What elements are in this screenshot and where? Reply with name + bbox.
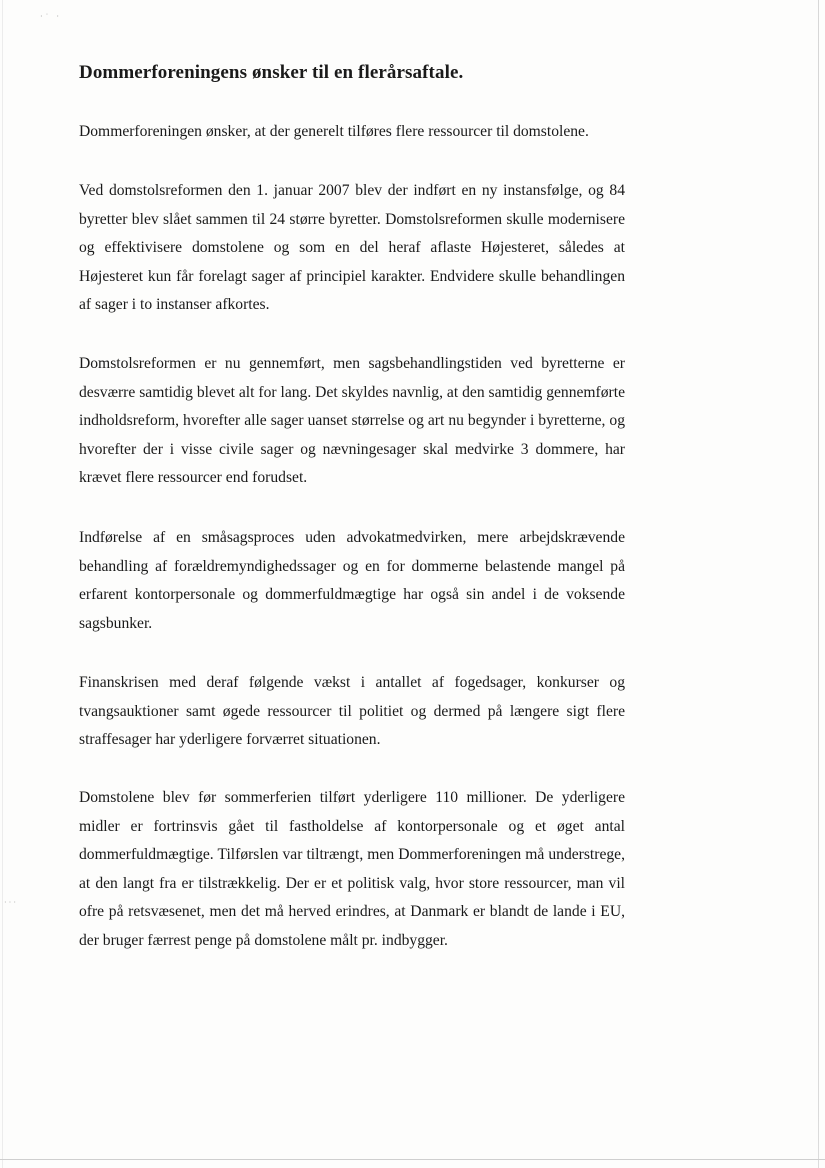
scan-edge-bottom	[0, 1159, 825, 1160]
scan-edge-left	[2, 0, 3, 1168]
paragraph-intro: Dommerforeningen ønsker, at der generelt tilføres flere ressourcer til domstolene.	[79, 123, 589, 140]
paragraph-smaasagsproces: Indførelse af en småsagsproces uden advokatmedvirken, mere arbejdskrævende behandling af forældremyndighedssager og en for dommerne belastende mangel på erfarent kontorpersonale og dommerfuldmægtige har også sin andel i de voksende sagsbunker.	[79, 529, 625, 632]
scan-edge-right	[818, 0, 819, 1168]
paragraph-bevilling: Domstolene blev før sommerferien tilført yderligere 110 millioner. De yderligere midler er fortrinsvis gået til fastholdelse af kontorpersonale og et øget antal dommerfuldmægtige. Tilførslen var tiltrængt, men Dommerforeningen må understrege, at den langt fra er tilstrækkelig. Der er et politisk valg, hvor store ressourcer, man vil ofre på retsvæsenet, men det må herved erindres, at Danmark er blandt de lande i EU, der bruger færrest penge på domstolene målt pr. indbygger.	[79, 789, 625, 949]
document-title: Dommerforeningens ønsker til en flerårsaftale.	[79, 62, 464, 83]
paragraph-sagsbehandlingstid: Domstolsreformen er nu gennemført, men sagsbehandlingstiden ved byretterne er desværre samtidig blevet alt for lang. Det skyldes navnlig, at den samtidig gennemførte indholdsreform, hvorefter alle sager uanset størrelse og art nu begynder i byretterne, og hvorefter der i visse civile sager og nævningesager skal medvirke 3 dommere, har krævet flere ressourcer end forudset.	[79, 355, 625, 487]
scan-speckle: ·˙ ·	[40, 12, 62, 21]
scan-speckle-margin: ···	[4, 898, 18, 907]
paragraph-finanskrisen: Finanskrisen med deraf følgende vækst i antallet af fogedsager, konkurser og tvangsauktioner samt øgede ressourcer til politiet og dermed på længere sigt flere straffesager har yderligere forværret situationen.	[79, 674, 625, 749]
paragraph-domstolsreform: Ved domstolsreformen den 1. januar 2007 blev der indført en ny instansfølge, og 84 byretter blev slået sammen til 24 større byretter. Domstolsreformen skulle modernisere og effektivisere domstolene og som en del heraf aflaste Højesteret, således at Højesteret kun får forelagt sager af principiel karakter. Endvidere skulle behandlingen af sager i to instanser afkortes.	[79, 182, 625, 314]
